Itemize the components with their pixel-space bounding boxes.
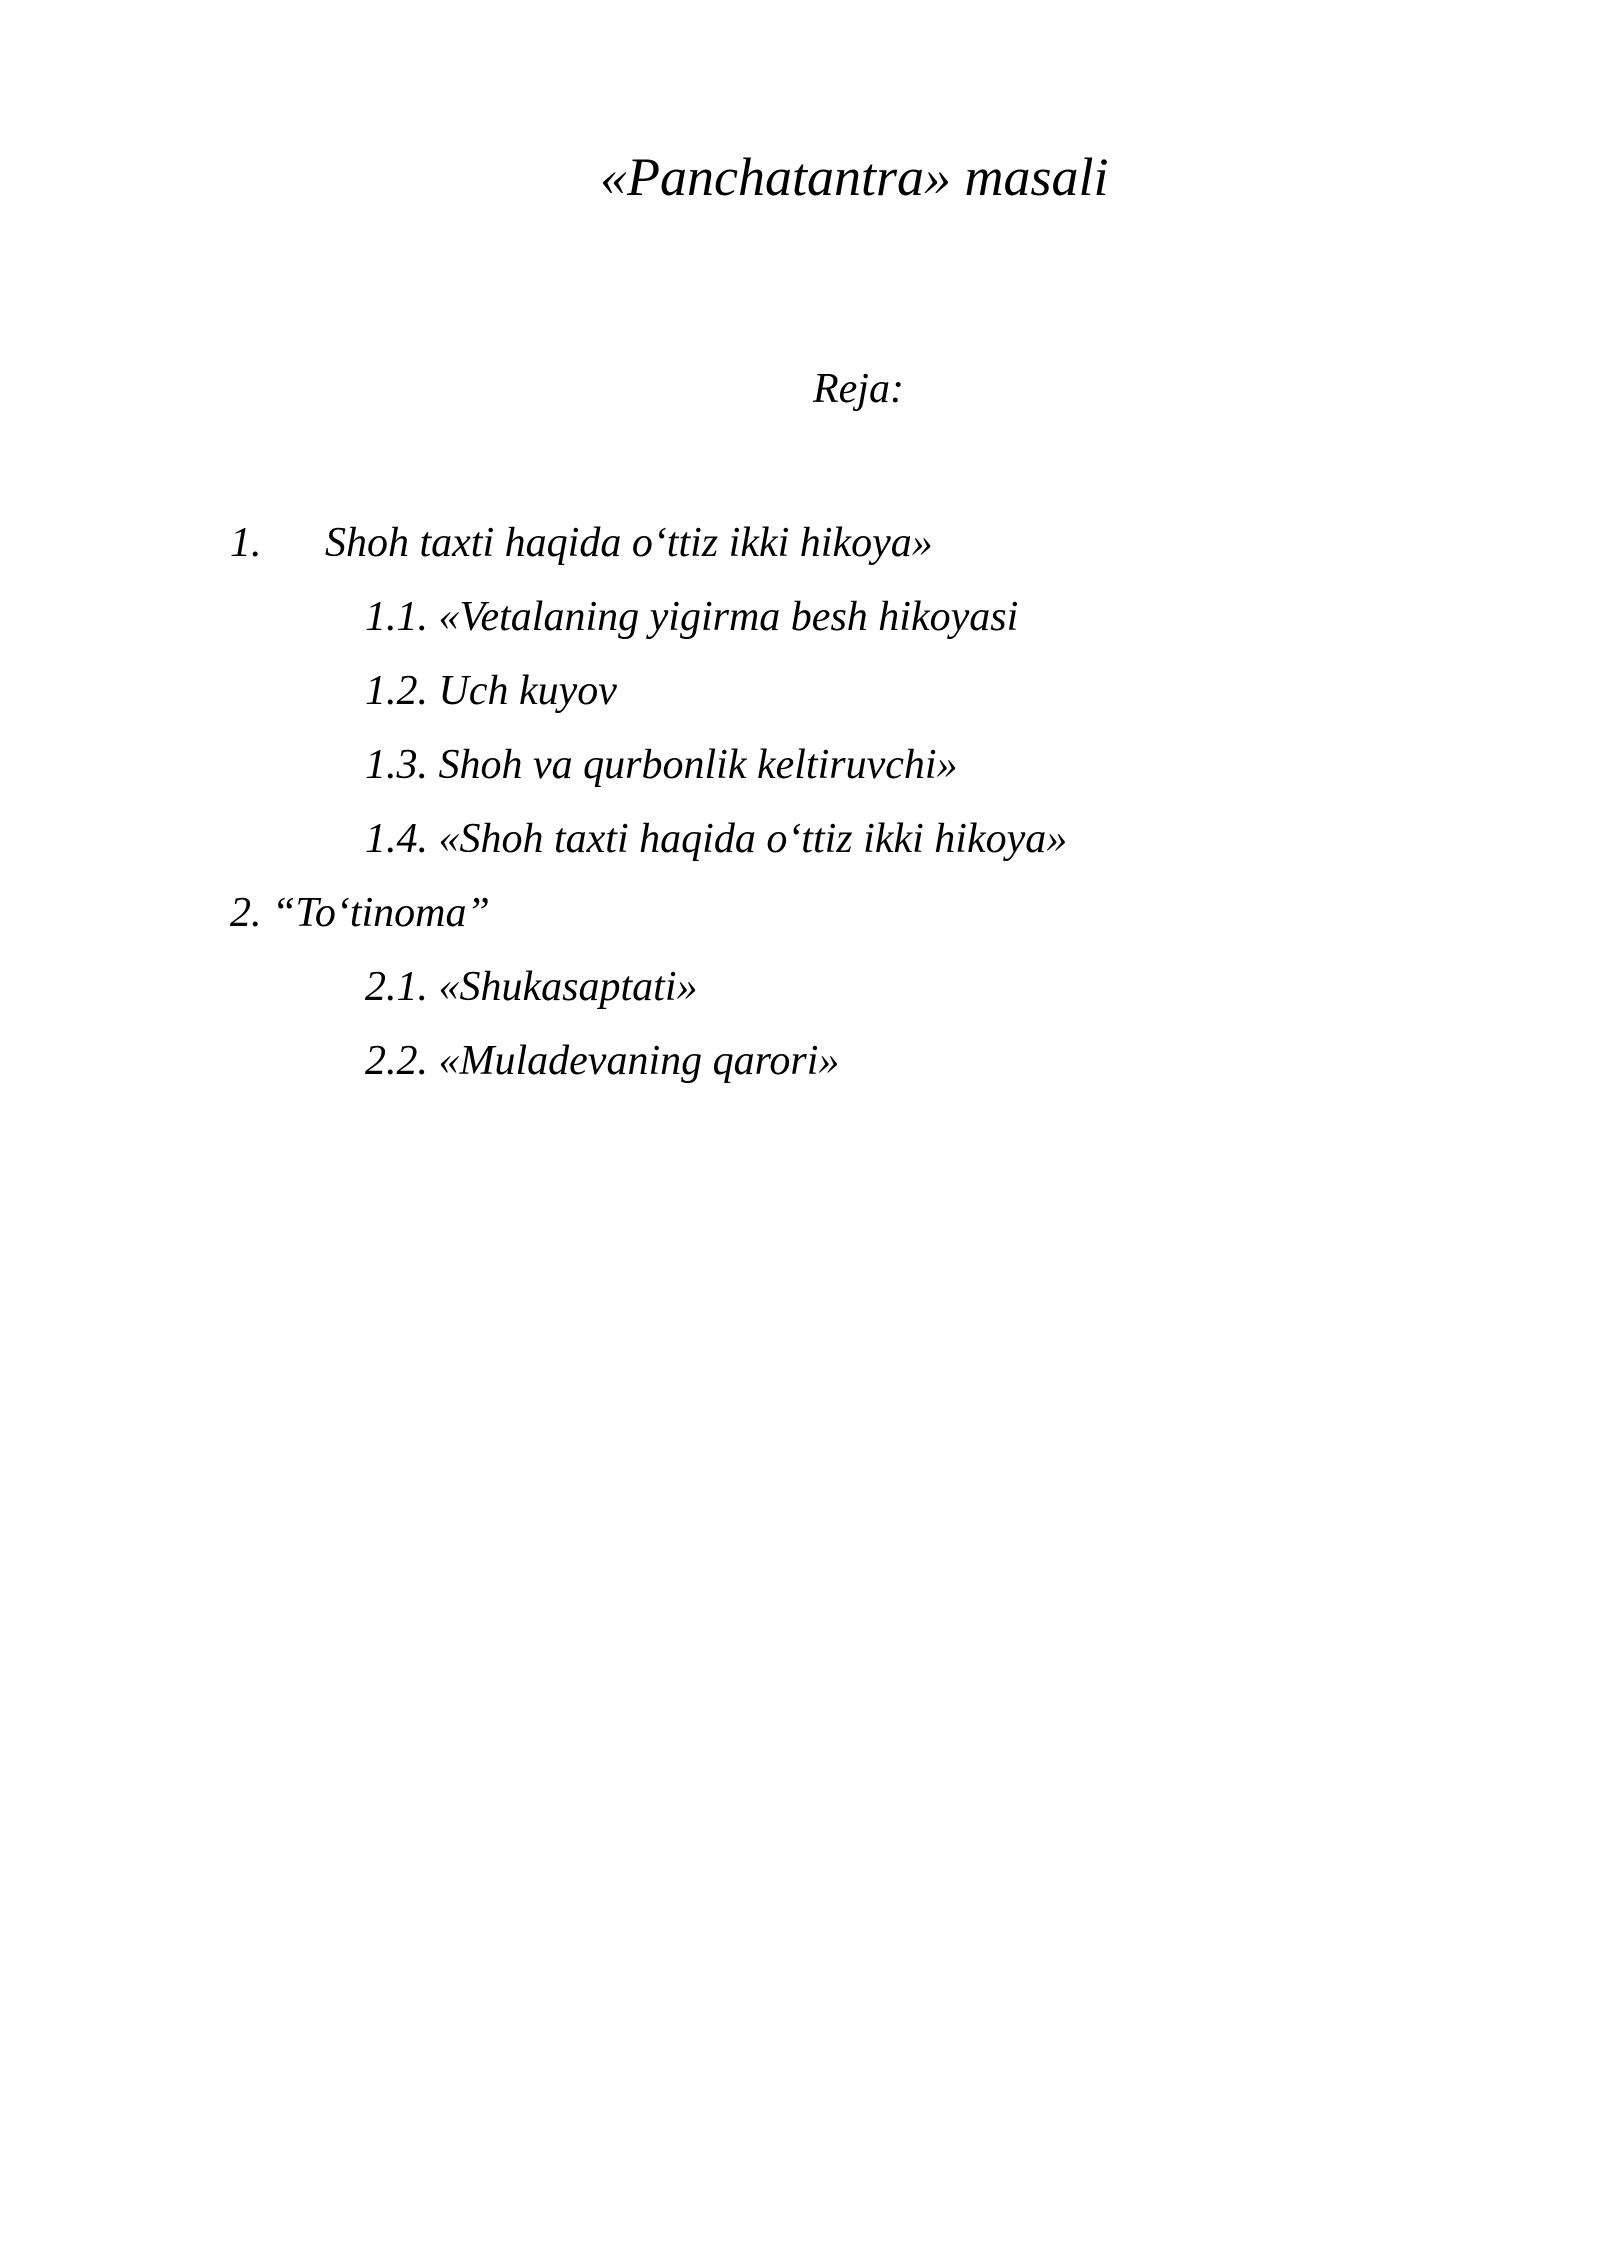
outline-item-2-2 <box>365 1040 839 1082</box>
outline-item-text: Shoh taxti haqida o‘ttiz ikki hikoya» <box>325 520 933 566</box>
outline-item-text: «Shoh taxti haqida o‘ttiz ikki hikoya» <box>438 816 1068 862</box>
outline-item-1 <box>230 522 933 564</box>
outline-item-number: 2.1. <box>365 964 428 1010</box>
outline-item-number: 2.2. <box>365 1038 428 1084</box>
outline-item-number: 1.4. <box>365 816 428 862</box>
outline-item-2-1 <box>365 966 698 1008</box>
outline-item-text: Uch kuyov <box>438 668 617 714</box>
outline-item-number: 1.2. <box>365 668 428 714</box>
outline-item-text: “To‘tinoma” <box>272 890 490 936</box>
outline-item-1-2 <box>365 670 617 712</box>
outline-item-1-3 <box>365 744 958 786</box>
outline-item-text: «Shukasaptati» <box>438 964 698 1010</box>
outline-item-text: «Muladevaning qarori» <box>438 1038 840 1084</box>
outline-item-text: «Vetalaning yigirma besh hikoyasi <box>438 594 1019 640</box>
outline-item-1-1 <box>365 596 1018 638</box>
outline-item-number: 2. <box>230 890 262 936</box>
outline-item-1-4 <box>365 818 1067 860</box>
plan-heading: Reja: <box>813 366 904 412</box>
document-title: «Panchatantra» masali <box>600 147 1109 207</box>
outline-item-number: 1.1. <box>365 594 428 640</box>
outline-item-2 <box>230 892 490 934</box>
outline-item-number: 1.3. <box>365 742 428 788</box>
outline-item-number: 1. <box>230 520 262 566</box>
outline-item-text: Shoh va qurbonlik keltiruvchi» <box>438 742 958 788</box>
